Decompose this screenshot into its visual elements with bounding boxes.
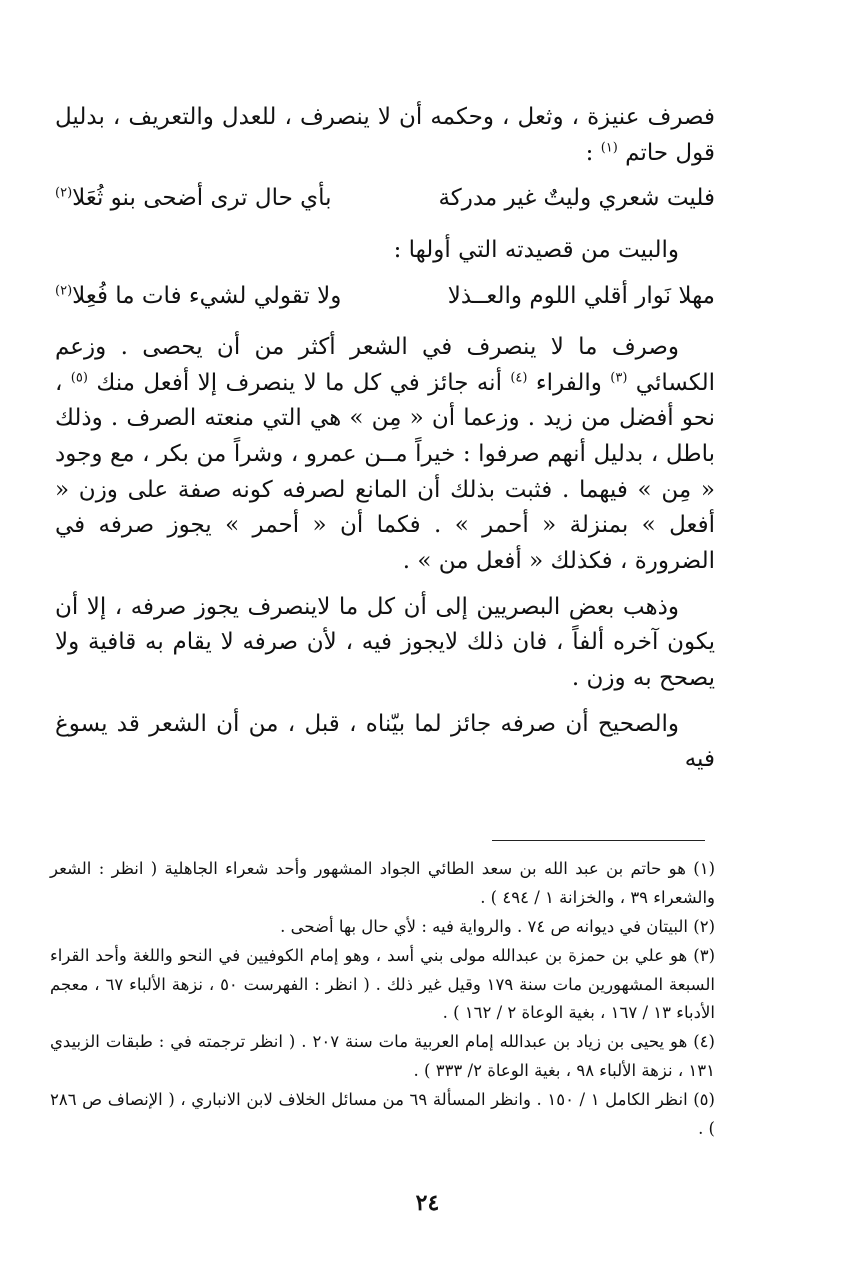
page-number: ٢٤ (415, 1190, 440, 1216)
paragraph-3-part-d: ، نحو أفضل من زيد . وزعما أن « مِن » هي التي منعته الصرف . وذلك باطل ، بدليل أنهم صرفوا : خيراً مــن عمرو ، وشراً من بكر ، مع وجود « مِن » فيهما . فثبت بذلك أن المانع لصرفه كونه صفة على وزن « أفعل » بمنزلة « أحمر » . فكما أن « أحمر » يجوز صرفه في الضرورة ، فكذلك « أفعل من » . (55, 369, 715, 575)
verse-1-second-hemistich (55, 181, 332, 217)
paragraph-2: والبيت من قصيدته التي أولها : (393, 236, 679, 263)
footnote-ref-5: (٥) (70, 370, 88, 386)
footnote-1: (١) هو حاتم بن عبد الله بن سعد الطائي الجواد المشهور وأحد شعراء الجاهلية ( انظر : الشعر والشعراء ٣٩ ، والخزانة ١ / ٤٩٤ ) . (50, 859, 715, 907)
verse-2-second-text: ولا تقولي لشيء فات ما فُعِلا (72, 282, 342, 309)
footnote-ref-2b: (٢) (55, 282, 73, 298)
footnote-3: (٣) هو علي بن حمزة بن عبدالله مولى بني أسد ، وهو إمام الكوفيين في النحو واللغة وأحد القراء السبعة المشهورين مات سنة ١٧٩ وقيل غير ذلك . ( انظر : الفهرست ٥٠ ، نزهة الألباء ٦٧ ، معجم الأدباء ١٣ / ١٦٧ ، بغية الوعاة ٢ / ١٦٢ ) . (50, 945, 716, 1023)
paragraph-1 (55, 100, 715, 171)
footnote-separator (492, 840, 705, 841)
footnotes (50, 855, 715, 1144)
verse-1-first-hemistich: فليت شعري وليتٌ غير مدركة (438, 185, 715, 212)
footnote-ref-2a: (٢) (55, 185, 73, 201)
footnote-5: (٥) انظر الكامل ١ / ١٥٠ . وانظر المسألة ٦٩ من مسائل الخلاف لابن الانباري ، ( الإنصاف ص ٢٨٦ ) . (50, 1090, 715, 1138)
paragraph-3-part-c: أنه جائز في كل ما لا ينصرف إلا أفعل منك (96, 369, 511, 396)
paragraph-5: والصحيح أن صرفه جائز لما بيّناه ، قبل ، من أن الشعر قد يسوغ فيه (55, 710, 715, 773)
footnote-4: (٤) هو يحيى بن زياد بن عبدالله إمام العربية مات سنة ٢٠٧ . ( انظر ترجمته في : طبقات الزبيدي ١٣١ ، نزهة الألباء ٩٨ ، بغية الوعاة ٢/ ٣٣٣ ) . (50, 1032, 715, 1081)
footnote-2: (٢) البيتان في ديوانه ص ٧٤ . والرواية فيه : لأي حال بها أضحى . (280, 916, 715, 936)
paragraph-1-end: : (585, 139, 601, 166)
verse-2-second-hemistich (55, 279, 341, 315)
paragraph-3 (55, 330, 715, 579)
main-text (55, 100, 715, 788)
verse-2-first-hemistich: مهلا نَوار أقلي اللوم والعــذلا (447, 282, 715, 309)
verse-1-second-text: بأي حال ترى أضحى بنو ثُعَلا (72, 185, 332, 212)
verse-2 (55, 279, 715, 315)
footnote-ref-1: (١) (600, 139, 618, 155)
paragraph-3-part-a: وصرف ما لا ينصرف في الشعر أكثر من أن يحصى . وزعم الكسائي (55, 334, 715, 396)
verse-1 (55, 181, 715, 217)
paragraph-1-text: فصرف عنيزة ، وثعل ، وحكمه أن لا ينصرف ، للعدل والتعريف ، بدليل قول حاتم (55, 104, 715, 166)
footnote-ref-3: (٣) (610, 370, 628, 386)
paragraph-4: وذهب بعض البصريين إلى أن كل ما لاينصرف يجوز صرفه ، إلا أن يكون آخره ألفاً ، فان ذلك لايجوز فيه ، لأن صرفه لا يقام به قافية ولا يصحح به وزن . (55, 593, 715, 691)
paragraph-3-part-b: والفراء (535, 369, 611, 396)
footnote-ref-4: (٤) (510, 370, 528, 386)
